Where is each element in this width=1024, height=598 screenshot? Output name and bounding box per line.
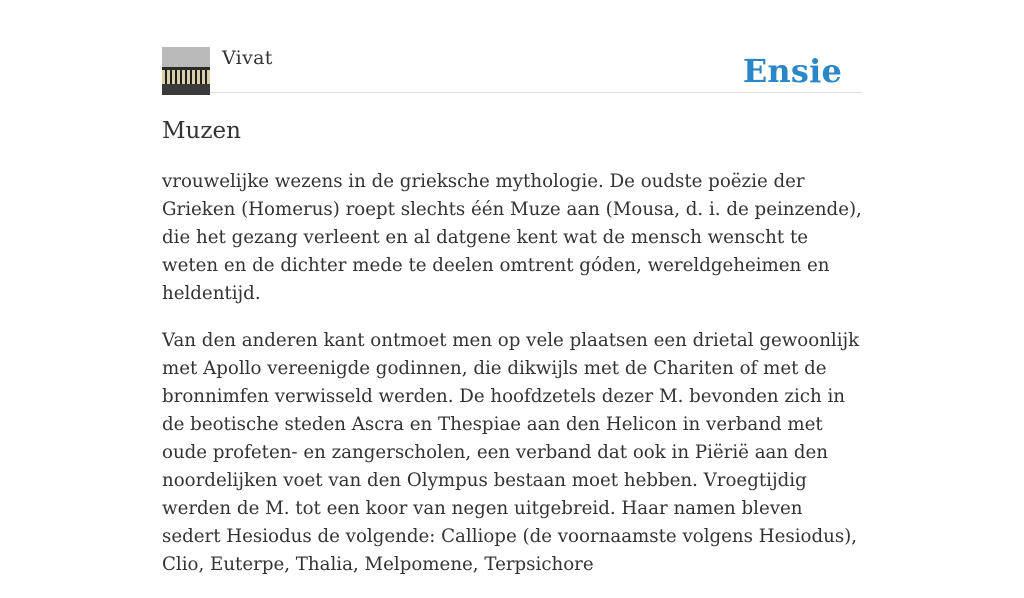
article-paragraph: Van den anderen kant ontmoet men op vele plaatsen een drietal gewoonlijk met Apollo vereenigde godinnen, die dikwijls met de Chariten of met de bronnimfen verwisseld werden. De hoofdzetels dezer M. bevonden zich in de beotische steden Ascra en Thespiae aan den Helicon in verband met oude profeten- en zangerscholen, een verband dat ook in Piërië aan den noordelijken voet van den Olympus bestaan moet hebben. Vroegtijdig werden de M. tot een koor van negen uitgebreid. Haar namen bleven sedert Hesiodus de volgende: Calliope (de voornaamste volgens Hesiodus), Clio, Euterpe, Thalia, Melpomene, Terpsichore <box>162 330 860 575</box>
author-avatar[interactable] <box>162 47 210 95</box>
article-title: Muzen <box>162 118 241 144</box>
author-name[interactable]: Vivat <box>222 47 273 69</box>
building-photo-icon <box>162 47 210 95</box>
article-paragraph: vrouwelijke wezens in de grieksche mythologie. De oudste poëzie der Grieken (Homerus) roept slechts één Muze aan (Mousa, d. i. de peinzende), die het gezang verleent en al datgene kent wat de mensch wenscht te weten en de dichter mede te deelen omtrent góden, wereldgeheimen en heldentijd. <box>162 171 862 304</box>
site-header <box>162 46 862 93</box>
article-body <box>162 168 862 598</box>
brand-logo[interactable]: Ensie <box>742 52 842 90</box>
